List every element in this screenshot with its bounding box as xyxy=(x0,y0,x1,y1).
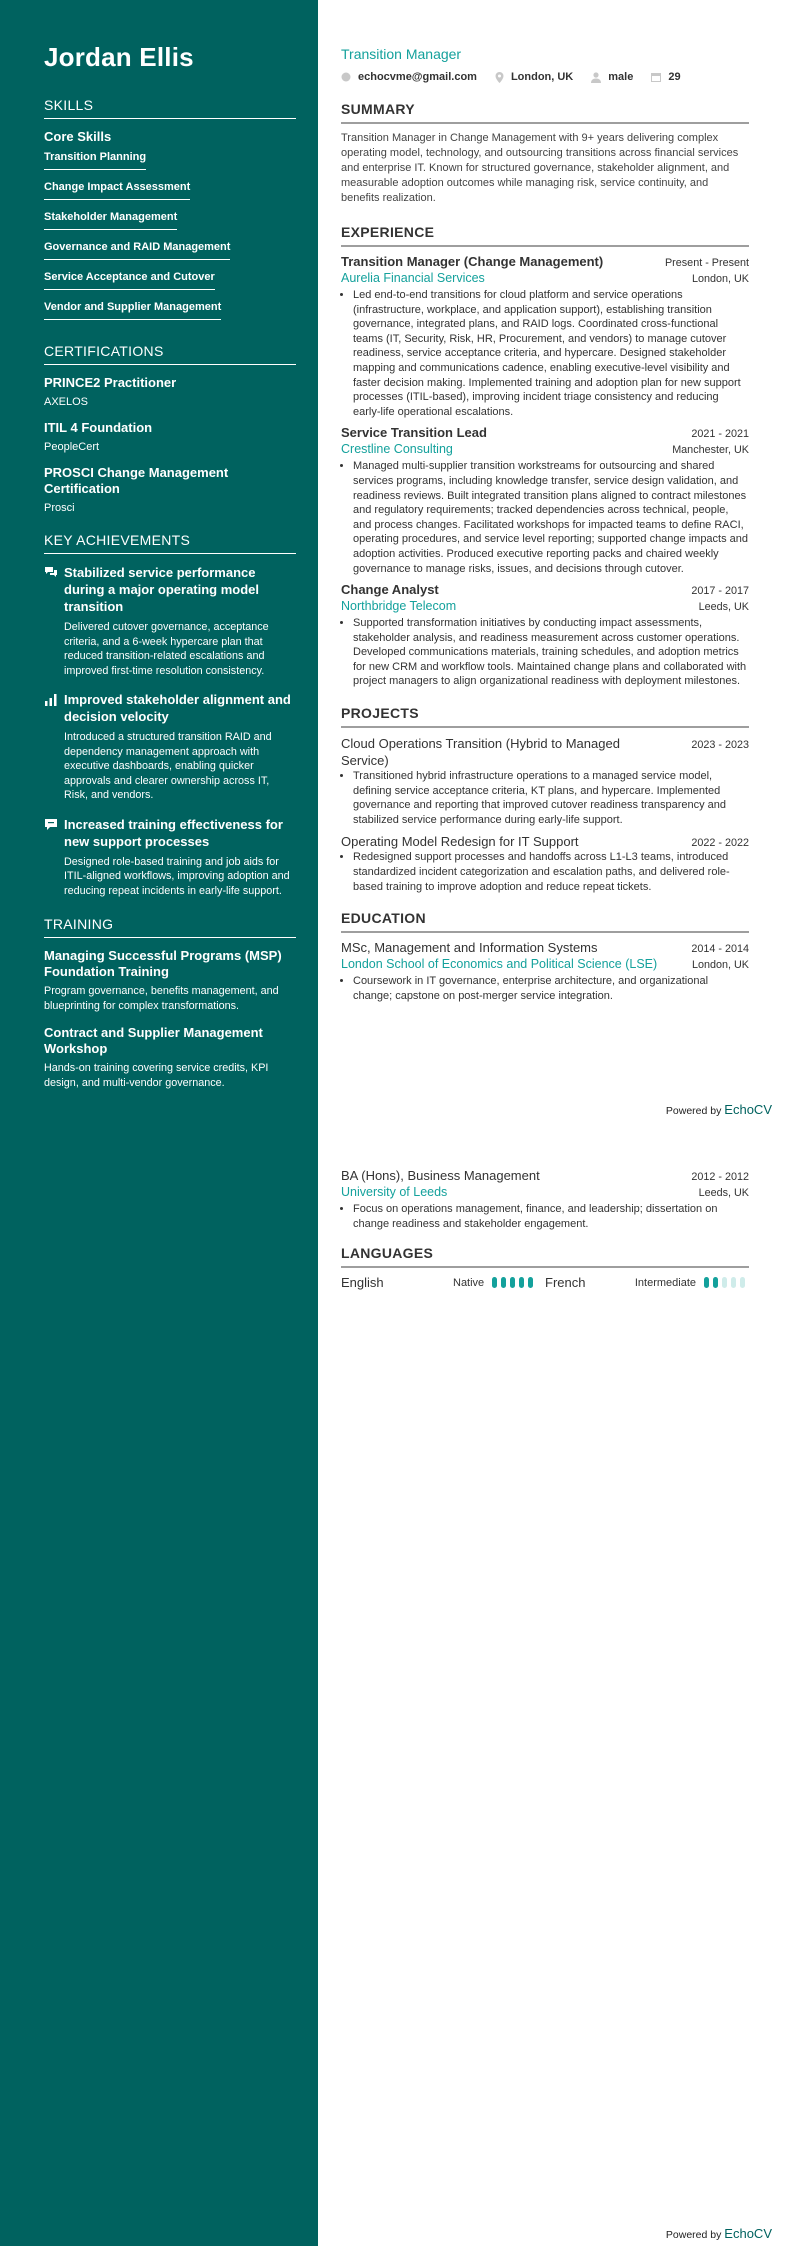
education-school: London School of Economics and Political Science (LSE) xyxy=(341,957,658,972)
certification-issuer: PeopleCert xyxy=(44,441,100,453)
project-date: 2022 - 2022 xyxy=(691,837,749,850)
experience-location: Manchester, UK xyxy=(672,444,749,457)
rating-dot-filled xyxy=(510,1277,515,1288)
certifications-heading: CERTIFICATIONS xyxy=(44,343,296,365)
experience-date: Present - Present xyxy=(664,257,749,269)
education-item xyxy=(341,1168,749,1231)
training-section xyxy=(44,916,296,1090)
project-bullet: • Transitioned hybrid infrastructure operations to a managed service model, defining service acceptance criteria, KT plans, and hypercare. Implemented governance and reporting that improved cutover readiness transparency and stabilized service performance during early-life support. xyxy=(353,769,749,827)
summary-section xyxy=(341,101,749,206)
rating-dot-filled xyxy=(713,1277,718,1288)
achievement-description: Delivered cutover governance, acceptance criteria, and a 6-week hypercare plan that reduced transition-related escalations and improved first-time resolution consistency. xyxy=(64,621,269,677)
projects-section xyxy=(341,705,749,894)
experience-role: Transition Manager (Change Management) xyxy=(341,254,604,269)
powered-by-text: Powered by xyxy=(665,2229,722,2241)
skills-heading: SKILLS xyxy=(44,97,296,119)
rating-dot-empty xyxy=(722,1277,727,1288)
main-content xyxy=(341,46,749,1009)
experience-date: 2017 - 2017 xyxy=(691,585,749,598)
experience-item xyxy=(341,582,749,689)
training-item xyxy=(44,948,296,1013)
education-bullet: • Coursework in IT governance, enterprise architecture, and organizational change; capstone on post-merger service integration. xyxy=(353,974,749,1003)
project-date: 2023 - 2023 xyxy=(691,739,749,752)
training-heading: TRAINING xyxy=(44,916,296,938)
training-description: Hands-on training covering service credits, KPI design, and multi-vendor governance. xyxy=(44,1062,269,1089)
rating-dot-empty xyxy=(740,1277,745,1288)
certification-name: PRINCE2 Practitioner xyxy=(44,375,177,390)
education-bullet: • Focus on operations management, finance, and leadership; dissertation on change readiness and stakeholder engagement. xyxy=(353,1202,749,1231)
echocv-logo: EchoCV xyxy=(724,1102,772,1117)
skill-item: Service Acceptance and Cutover xyxy=(44,269,215,290)
gender-text: male xyxy=(608,71,634,83)
echocv-logo: EchoCV xyxy=(724,2226,772,2241)
certification-name: PROSCI Change Management Certification xyxy=(44,465,229,496)
main-content-page-2 xyxy=(341,1168,749,1290)
education-degree: BA (Hons), Business Management xyxy=(341,1168,540,1183)
achievement-title: Increased training effectiveness for new support processes xyxy=(64,816,283,849)
rating-dot-filled xyxy=(492,1277,497,1288)
skill-group-title: Core Skills xyxy=(44,129,112,144)
certifications-section xyxy=(44,343,296,514)
contact-row xyxy=(341,71,749,83)
chat-bubbles-icon xyxy=(44,566,64,678)
achievements-section xyxy=(44,532,296,898)
certification-item xyxy=(44,375,296,408)
location-pin-icon xyxy=(495,72,504,83)
rating-dot-filled xyxy=(501,1277,506,1288)
achievement-item xyxy=(44,564,296,678)
language-item xyxy=(545,1275,749,1290)
rating-dot-filled xyxy=(519,1277,524,1288)
rating-dot-empty xyxy=(731,1277,736,1288)
experience-heading: EXPERIENCE xyxy=(341,224,749,247)
language-rating xyxy=(704,1277,749,1288)
experience-bullet: • Supported transformation initiatives by conducting impact assessments, stakeholder analysis, and readiness measurement across customer operations. Developed communications materials, training schedules, and adoption metrics for new CRM and workflow tools. Maintained change plans and collaborated with project managers to align organizational readiness with deployment milestones. xyxy=(353,616,749,689)
education-school: University of Leeds xyxy=(341,1185,448,1199)
education-date: 2012 - 2012 xyxy=(691,1171,749,1183)
experience-bullet: • Managed multi-supplier transition workstreams for outsourcing and shared services programs, including knowledge transfer, service design validation, and readiness reviews. Built integrated transition plans aligned to contract milestones and regulatory requirements; tracked dependencies across technical, people, and process changes. Facilitated workshops for impacted teams to define RACI, operating procedures, and service level reporting; supported change impacts and adoption activities. Produced executive reporting packs and chaired weekly governance to manage risks, issues, and decisions through cutover. xyxy=(353,459,749,576)
experience-bullet: • Led end-to-end transitions for cloud platform and service operations (infrastructure, workplace, and application support), establishing transition governance, integrated plans, and RAID logs. Coordinated cross-functional teams (IT, Security, Risk, HR, Procurement, and vendors) to manage cutover readiness, service acceptance criteria, and hypercare. Designed stakeholder mapping and communications cadence, enabling executive-level visibility and faster decision making. Implemented training and adoption plan for new support processes (ITIL-based), improving incident triage consistency and reducing early-life operational escalations. xyxy=(353,288,749,419)
experience-item xyxy=(341,254,749,419)
certification-name: ITIL 4 Foundation xyxy=(44,420,153,435)
contact-gender xyxy=(591,71,633,83)
skill-item: Change Impact Assessment xyxy=(44,179,190,200)
calendar-icon xyxy=(651,72,661,82)
language-rating xyxy=(492,1277,537,1288)
language-name: English xyxy=(341,1275,384,1291)
project-title: Operating Model Redesign for IT Support xyxy=(341,834,579,850)
powered-by-footer xyxy=(666,1102,772,1117)
powered-by-text: Powered by xyxy=(665,1105,722,1117)
language-item xyxy=(341,1275,545,1290)
project-item xyxy=(341,735,749,827)
experience-section xyxy=(341,224,749,689)
languages-section xyxy=(341,1245,749,1290)
headline: Transition Manager xyxy=(341,46,462,62)
certification-issuer: AXELOS xyxy=(44,396,89,408)
experience-company: Crestline Consulting xyxy=(341,442,453,457)
candidate-name: Jordan Ellis xyxy=(44,42,194,72)
education-location: London, UK xyxy=(691,959,749,972)
achievement-title: Improved stakeholder alignment and decision velocity xyxy=(64,692,291,724)
experience-date: 2021 - 2021 xyxy=(691,428,749,441)
skill-item: Vendor and Supplier Management xyxy=(44,299,221,320)
contact-location xyxy=(495,71,573,83)
education-degree: MSc, Management and Information Systems xyxy=(341,940,598,956)
languages-heading: LANGUAGES xyxy=(341,1245,749,1268)
language-name: French xyxy=(545,1275,586,1291)
achievement-item xyxy=(44,816,296,899)
skills-section xyxy=(44,97,296,329)
certification-item xyxy=(44,420,296,453)
sidebar xyxy=(0,0,318,2246)
age-text: 29 xyxy=(668,71,681,83)
contact-email xyxy=(341,71,477,83)
training-description: Program governance, benefits management, and blueprinting for complex transformations. xyxy=(44,985,279,1012)
language-level: Intermediate xyxy=(634,1276,696,1289)
powered-by-footer xyxy=(666,2226,772,2241)
experience-location: Leeds, UK xyxy=(698,601,749,614)
education-heading: EDUCATION xyxy=(341,910,749,933)
experience-company: Aurelia Financial Services xyxy=(341,271,485,285)
education-section-continued xyxy=(341,1168,749,1231)
skill-item: Governance and RAID Management xyxy=(44,239,230,260)
summary-heading: SUMMARY xyxy=(341,101,749,124)
summary-text: Transition Manager in Change Management with 9+ years delivering complex operating model, technology, and outsourcing transitions across financial services and enterprise IT. Known for structured governance, stakeholder alignment, and measurable adoption outcomes while managing risk, service continuity, and benefits realization. xyxy=(341,132,739,204)
education-date: 2014 - 2014 xyxy=(691,943,749,956)
skill-item: Stakeholder Management xyxy=(44,209,177,230)
rating-dot-filled xyxy=(704,1277,709,1288)
language-level: Native xyxy=(453,1276,485,1289)
contact-age xyxy=(651,71,680,83)
rating-dot-filled xyxy=(528,1277,533,1288)
experience-company: Northbridge Telecom xyxy=(341,599,457,614)
certification-item xyxy=(44,465,296,514)
achievement-description: Introduced a structured transition RAID and dependency management approach with executive dashboards, enabling quicker approvals and clearer ownership across IT, Risk, and vendors. xyxy=(64,731,272,801)
training-item xyxy=(44,1025,296,1090)
project-bullet: • Redesigned support processes and handoffs across L1-L3 teams, introduced standardized incident categorization and escalation paths, and delivered role-based training to improve adoption and reduce repeat tickets. xyxy=(353,850,749,894)
achievement-title: Stabilized service performance during a major operating model transition xyxy=(64,565,260,614)
projects-heading: PROJECTS xyxy=(341,705,749,728)
bar-chart-icon xyxy=(44,693,64,803)
experience-role: Change Analyst xyxy=(341,582,439,598)
training-title: Managing Successful Programs (MSP) Foundation Training xyxy=(44,948,282,979)
experience-location: London, UK xyxy=(691,273,749,285)
training-title: Contract and Supplier Management Workshop xyxy=(44,1025,263,1056)
person-icon xyxy=(591,72,601,83)
location-text: London, UK xyxy=(510,71,574,83)
education-section xyxy=(341,910,749,1003)
achievements-heading: KEY ACHIEVEMENTS xyxy=(44,532,296,554)
email-text: echocvme@gmail.com xyxy=(358,71,477,83)
project-item xyxy=(341,833,749,894)
skill-item: Transition Planning xyxy=(44,149,146,170)
certification-issuer: Prosci xyxy=(44,502,75,514)
email-icon xyxy=(341,72,351,82)
education-location: Leeds, UK xyxy=(698,1187,749,1199)
achievement-description: Designed role-based training and job aids for ITIL-aligned workflows, improving adoption and reducing repeat incidents in early-life support. xyxy=(64,855,290,897)
education-item xyxy=(341,940,749,1003)
achievement-item xyxy=(44,691,296,803)
experience-item xyxy=(341,425,749,576)
comment-icon xyxy=(44,818,64,899)
project-title: Cloud Operations Transition (Hybrid to Managed Service) xyxy=(341,736,620,769)
experience-role: Service Transition Lead xyxy=(341,425,487,441)
